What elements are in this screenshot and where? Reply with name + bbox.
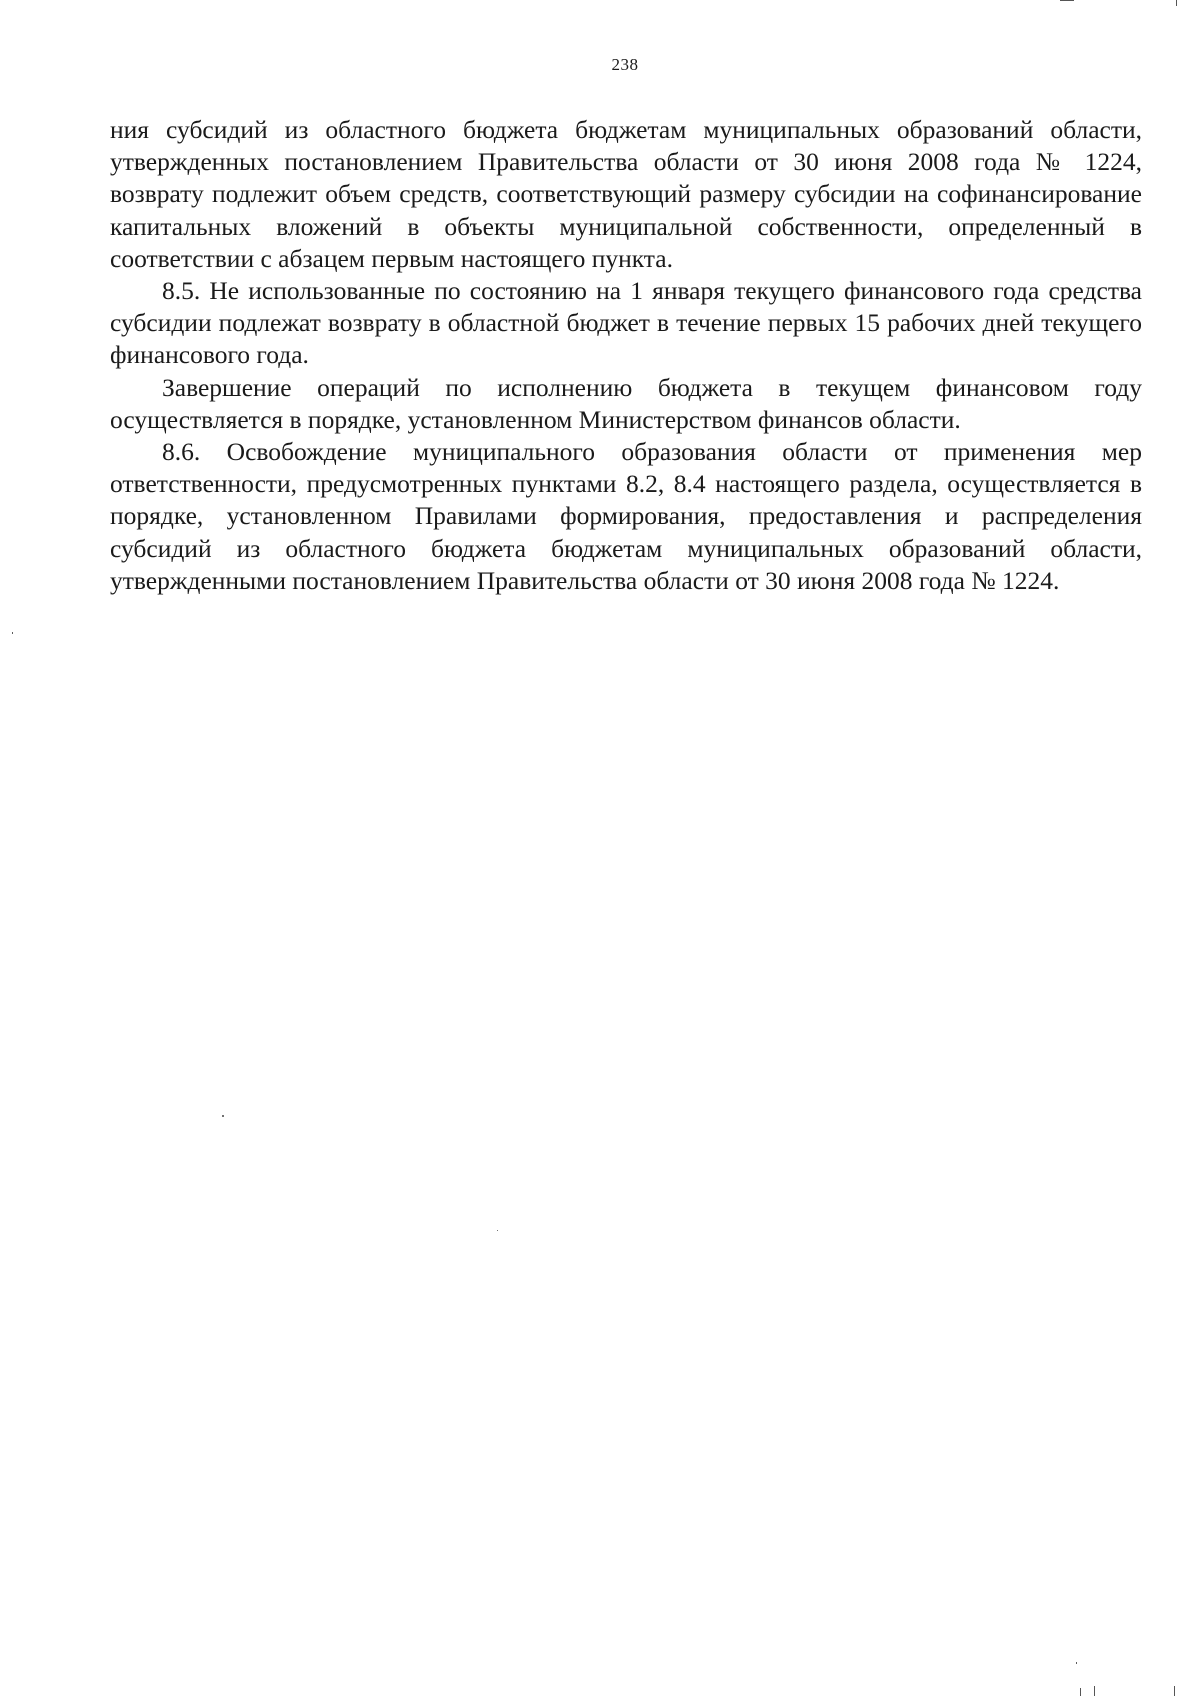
page-number: 238 <box>611 55 639 74</box>
paragraph-budget-completion: Завершение операций по исполнению бюджета в текущем финансовом году осуществляется в порядке, установленном Министерством финансов области. <box>110 372 1142 434</box>
scan-speck <box>497 1230 498 1231</box>
scan-speck <box>12 632 13 634</box>
scan-edge-mark <box>1174 1686 1175 1696</box>
paragraph-8-6: 8.6. Освобождение муниципального образования области от применения мер ответственности, предусмотренных пунктами 8.2, 8.4 настоящего раздела, осуществляется в порядке, установленном Правилами формирования, предоставления и распределения субсидий из областного бюджета бюджетам муниципальных образований области, утвержденными постановлением Правительства области от 30 июня 2008 года № 1224. <box>110 437 1142 595</box>
scan-speck <box>1076 1662 1077 1664</box>
scan-edge-mark <box>1080 1688 1081 1696</box>
scan-edge-mark <box>1094 1686 1095 1696</box>
paragraph-8-5: 8.5. Не использованные по состоянию на 1 января текущего финансового года средства субсидии подлежат возврату в областной бюджет в течение первых 15 рабочих дней текущего финансового года. <box>110 276 1142 370</box>
document-body <box>110 114 1142 597</box>
scan-edge-mark <box>1060 0 1074 1</box>
paragraph-continuation: ния субсидий из областного бюджета бюджетам муниципальных образований области, утвержденных постановлением Правительства области от 30 июня 2008 года № 1224, возврату подлежит объем средств, соответствующий размеру субсидии на софинансирование капитальных вложений в объекты муниципальной собственности, определенный в соответствии с абзацем первым настоящего пункта. <box>110 115 1142 273</box>
scan-edge-mark <box>1176 0 1177 6</box>
scan-speck <box>222 1115 224 1117</box>
